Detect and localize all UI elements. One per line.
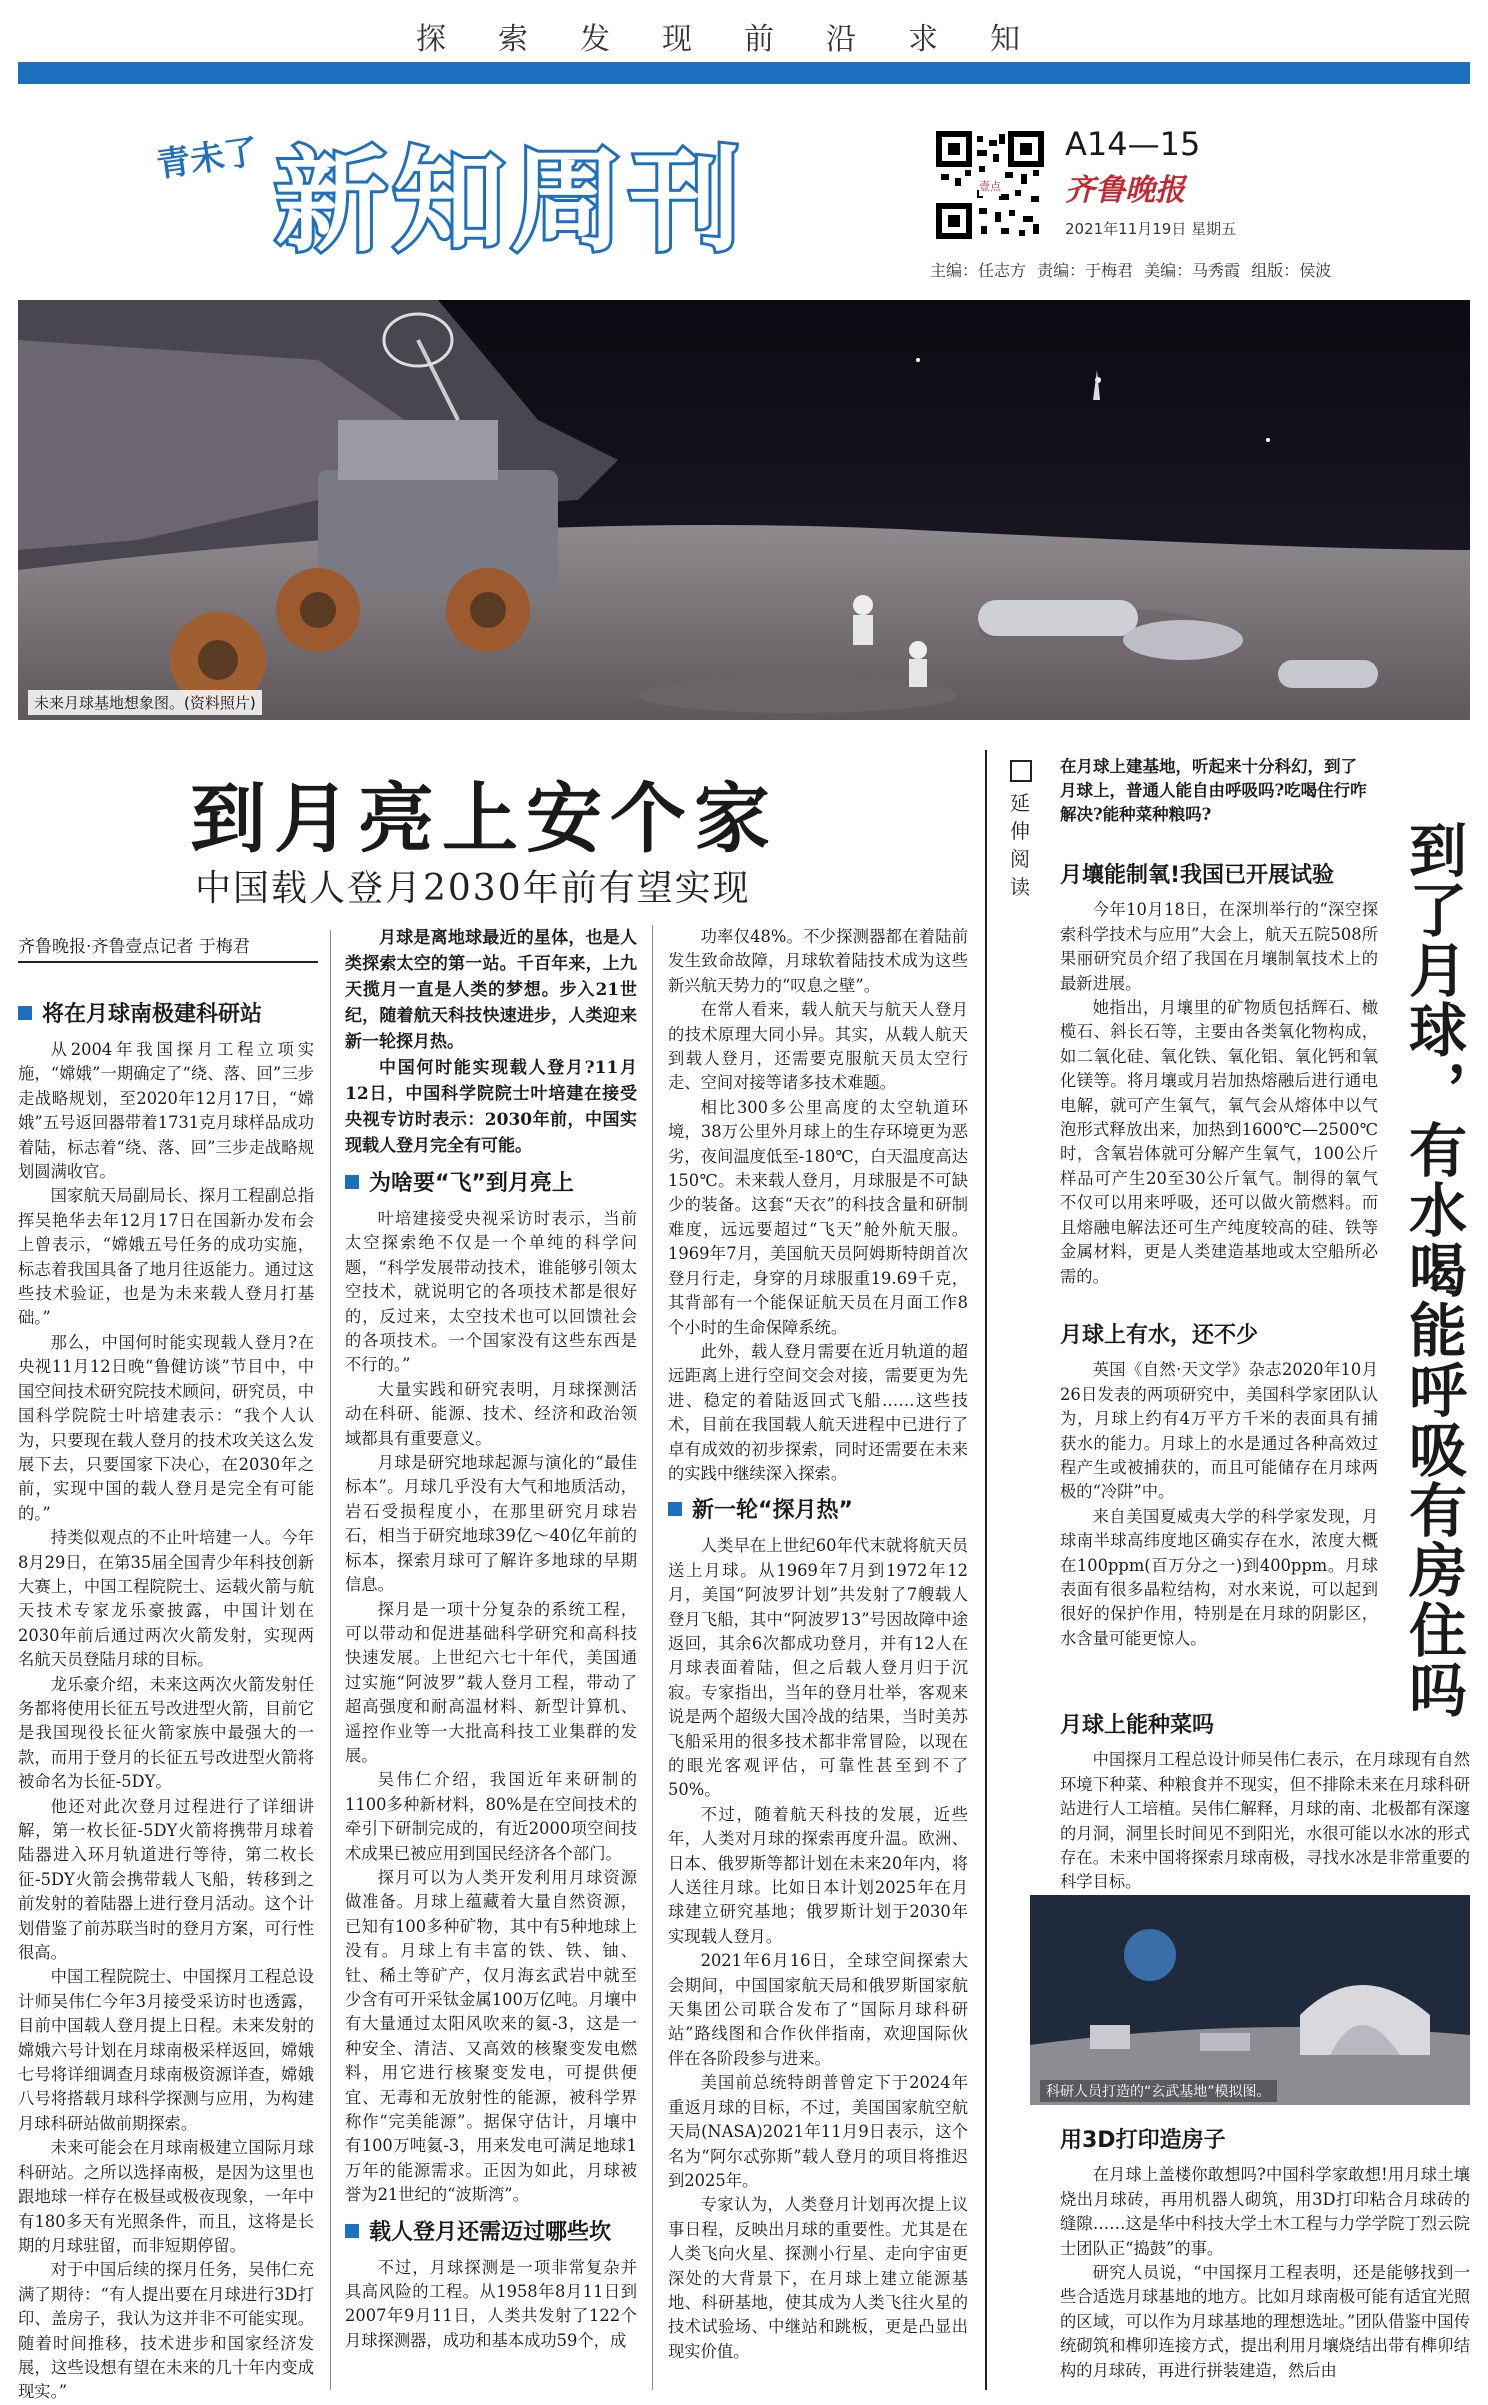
paragraph: 功率仅48%。不少探测器都在着陆前发生致命故障，月球软着陆技术成为这些新兴航天势力的“叹息之壁”。	[668, 927, 968, 995]
paragraph: 月球是研究地球起源与演化的“最佳标本”。月球几乎没有大气和地质活动，岩石受损程度小，在那里研究月球岩石，相当于研究地球39亿～40亿年前的标本，探索月球可了解许多地球的早期信息。	[345, 1453, 637, 1595]
slogan: 探索发现前沿求知	[416, 22, 1072, 57]
sidebar-vertical-title: 到了月球，有水喝能呼吸有房住吗	[1399, 820, 1467, 1720]
paragraph: 持类似观点的不止叶培建一人。今年8月29日，在第35届全国青少年科技创新大赛上，中国工程院院士、运载火箭与航天技术专家龙乐豪披露，中国计划在2030年前后通过两次火箭发射，实现两名航天员登陆月球的目标。	[18, 1528, 315, 1670]
paragraph: 相比300多公里高度的太空轨道环境，38万公里外月球上的生存环境更为恶劣，夜间温度低至-180℃，白天温度高达150℃。未来载人登月，月球服是不可缺少的装备。这套“天衣”的科技含量和研制难度，远远要超过“飞天”舱外航天服。1969年7月，美国航天员阿姆斯特朗首次登月行走，身穿的月球服重19.69千克，其背部有一个能保证航天员在月面工作8个小时的生命保障系统。	[668, 1097, 968, 1337]
paragraph: 中国探月工程总设计师吴伟仁表示，在月球现有自然环境下种菜、种粮食并不现实，但不排除未来在月球科研站进行人工培植。吴伟仁解释，月球的南、北极都有深邃的月洞，洞里长时间见不到阳光，水很可能以水冰的形式存在。未来中国将探索月球南极，寻找水冰是非常重要的科学目标。	[1060, 1750, 1470, 1892]
paragraph: 吴伟仁介绍，我国近年来研制的1100多种新材料，80%是在空间技术的牵引下研制完成的，有近2000项空间技术成果已被应用到国民经济各个部门。	[345, 1770, 637, 1863]
article-headline: 到月亮上安个家	[190, 774, 778, 863]
paragraph: 研究人员说，“中国探月工程表明，还是能够找到一些合适选月球基地的地方。比如月球南极可能有适宜光照的区域，可以作为月球基地的理想选址。”团队借鉴中国传统砌筑和榫卯连接方式，提出利用月壤烧结出带有榫卯结构的月球砖，再进行拼装建造，然后由	[1060, 2263, 1470, 2380]
paragraph: 中国工程院院士、中国探月工程总设计师吴伟仁今年3月接受采访时也透露，目前中国载人登月提上日程。未来发射的嫦娥六号计划在月球南极采样返回，嫦娥七号将详细调查月球南极资源详查，嫦娥八号将搭载月球科学探测与应用，为构建月球科研站做前期探索。	[18, 1967, 314, 2133]
paragraph: 在月球上盖楼你敢想吗?中国科学家敢想!用月球土壤烧出月球砖，再用机器人砌筑，用3D打印粘合月球砖的缝隙……这是华中科技大学土木工程与力学学院丁烈云院士团队正“捣鼓”的事。	[1060, 2165, 1470, 2258]
lead-paragraph: 中国何时能实现载人登月?11月12日，中国科学院院士叶培建在接受央视专访时表示：2030年前，中国实现载人登月完全有可能。	[345, 1058, 637, 1156]
sidebar-section-heading: 月球上有水，还不少	[1060, 1323, 1259, 1348]
section-heading: 将在月球南极建科研站	[18, 1000, 314, 1030]
sidebar-column	[1060, 2115, 1470, 2390]
masthead-top	[0, 0, 1488, 62]
brand-logo-small: 青未了	[154, 131, 261, 186]
issue-date: 2021年11月19日 星期五	[1065, 220, 1237, 238]
lead-paragraph: 月球是离地球最近的星体，也是人类探索太空的第一站。千百年来，上九天揽月一直是人类的梦想。步入21世纪，随着航天科技快速进步，人类迎来新一轮探月热。	[345, 928, 637, 1052]
page-number: A14—15	[1065, 125, 1201, 163]
section-heading: 新一轮“探月热”	[668, 1496, 968, 1526]
editor-credits: 主编：任志方 责编：于梅君 美编：马秀霞 组版：侯波	[930, 261, 1332, 280]
paragraph: 对于中国后续的探月任务，吴伟仁充满了期待：“有人提出要在月球进行3D打印、盖房子，我认为这并非不可能实现。随着时间推移，技术进步和国家经济发展，这些设想有望在未来的几十年内变成现实。”	[18, 2260, 314, 2402]
paragraph: 在常人看来，载人航天与航天人登月的技术原理大同小异。其实，从载人航天到载人登月，还需要克服航天员太空行走、空间对接等诸多技术难题。	[668, 1000, 968, 1093]
section-heading: 为啥要“飞”到月亮上	[345, 1169, 637, 1199]
sidebar-label-text: 延伸阅读	[1010, 791, 1030, 899]
paragraph: 国家航天局副局长、探月工程副总指挥吴艳华去年12月17日在国新办发布会上曾表示，“嫦娥五号任务的成功实施，标志着我国具备了地月往返能力。通过这些技术验证，也是为未来载人登月打基础。”	[18, 1186, 314, 1328]
sidebar-label-box-icon	[1010, 760, 1032, 782]
brand-title: 新知周刊	[275, 137, 747, 267]
qr-code-icon	[935, 130, 1045, 240]
paragraph: 人类早在上世纪60年代末就将航天员送上月球。从1969年7月到1972年12月，美国“阿波罗计划”共发射了7艘载人登月飞船，其中“阿波罗13”号因故障中途返回，其余6次都成功登月，并有12人在月球表面着陆，但之后载人登月归于沉寂。专家指出，当年的登月壮举，客观来说是两个超级大国冷战的结果，当时美苏飞船采用的很多技术都非常冒险，以现在的眼光客观评估，可靠性甚至到不了50%。	[668, 1536, 968, 1800]
sidebar-divider	[985, 750, 987, 2390]
article-column-1	[18, 990, 315, 2402]
paragraph: 那么，中国何时能实现载人登月?在央视11月12日晚“鲁健访谈”节目中，中国空间技术研究院技术顾问，研究员，中国科学院院士叶培建表示：“我个人认为，只要现在载人登月的技术攻关这么发展下去，只要国家下决心，在2030年之前，实现中国的载人登月是完全有可能的。”	[18, 1332, 314, 1523]
paragraph: 美国前总统特朗普曾定下于2024年重返月球的目标，不过，美国国家航空航天局(NASA)2021年11月9日表示，这个名为“阿尔忒弥斯”载人登月的项目将推迟到2025年。	[668, 2073, 968, 2190]
paragraph: 探月是一项十分复杂的系统工程，可以带动和促进基础科学研究和高科技快速发展。上世纪六七十年代，美国通过实施“阿波罗”载人登月工程，带动了超高强度和耐高温材料、新型计算机、遥控作业等一大批高科技工业集群的发展。	[345, 1599, 637, 1765]
paragraph: 不过，月球探测是一项非常复杂并具高风险的工程。从1958年8月11日到2007年9月11日，人类共发射了122个月球探测器，成功和基本成功59个，成	[345, 2257, 637, 2350]
paragraph: 龙乐豪介绍，未来这两次火箭发射任务都将使用长征五号改进型火箭，目前它是我国现役长征火箭家族中最强大的一款，而用于登月的长征五号改进型火箭将被命名为长征-5DY。	[18, 1674, 314, 1792]
sidebar-lead: 在月球上建基地，听起来十分科幻，到了月球上，普通人能自由呼吸吗?吃喝住行咋解决?能种菜种粮吗?	[1060, 757, 1367, 824]
paragraph: 大量实践和研究表明，月球探测活动在科研、能源、技术、经济和政治领域都具有重要意义。	[345, 1379, 637, 1448]
paragraph: 叶培建接受央视采访时表示，当前太空探索绝不仅是一个单纯的科学问题，“科学发展带动技术，谁能够引领太空技术，就说明它的各项技术都是很好的，反过来，太空技术也可以回馈社会的各项技术。一个国家没有这些东西是不行的。”	[345, 1209, 637, 1375]
sidebar-column	[1060, 1310, 1378, 1700]
paragraph: 来自美国夏威夷大学的科学家发现，月球南半球高纬度地区确实存在水，浓度大概在100ppm(百万分之一)到400ppm。月球表面有很多晶粒结构，对水来说，可以起到很好的保护作用，特别是在月球的阴影区，水含量可能更惊人。	[1060, 1506, 1378, 1648]
paragraph: 专家认为，人类登月计划再次提上议事日程，反映出月球的重要性。尤其是在人类飞向火星、探测小行星、走向宇宙更深处的大背景下，在月球上建立能源基地、科研基地，使其成为人类飞往火星的技术试验场、中继站和跳板，更是凸显出现实价值。	[668, 2195, 968, 2361]
paragraph: 未来可能会在月球南极建立国际月球科研站。之所以选择南极，是因为这里也跟地球一样存在极昼或极夜现象，一年中有180多天有光照条件，而且，这将是长期的月球驻留，而非短期停留。	[18, 2138, 314, 2255]
hero-caption: 未来月球基地想象图。(资料照片)	[28, 690, 262, 715]
qr-label: 壹点	[979, 180, 1001, 193]
column-rule	[330, 930, 331, 2390]
section-heading: 载人登月还需迈过哪些坎	[345, 2218, 637, 2248]
paragraph: 他还对此次登月过程进行了详细讲解，第一枚长征-5DY火箭将携带月球着陆器进入环月轨道进行等待，第二枚长征-5DY火箭会携带载人飞船，转移到之前发射的着陆器上进行登月活动。这个计划借鉴了前苏联当时的登月方案，可行性很高。	[18, 1796, 314, 1963]
masthead-rule	[18, 62, 1470, 84]
sidebar-section-heading: 月球上能种菜吗	[1060, 1713, 1215, 1738]
paragraph: 今年10月18日，在深圳举行的“深空探索科学技术与应用”大会上，航天五院508所果丽研究员介绍了我国在月壤制氧技术上的最新进展。	[1060, 900, 1378, 993]
article-column-3	[668, 925, 968, 2390]
sidebar-section-heading: 用3D打印造房子	[1060, 2128, 1226, 2153]
paragraph: 她指出，月壤里的矿物质包括辉石、橄榄石、斜长石等，主要由各类氧化物构成，如二氧化硅、氧化铁、氧化铝、氧化钙和氧化镁等。将月壤或月岩加热熔融后进行通电电解，就可产生氧气，氧气会从熔体中以气泡形式释放出来，加热到1600℃—2500℃时，含氧岩体就可分解产生氧气，100公斤样品可产生20至30公斤氧气。制得的氧气不仅可以用来呼吸，还可以做火箭燃料。而且熔融电解法还可生产纯度较高的硅、铁等金属材料，更是人类建造基地或太空船所必需的。	[1060, 998, 1378, 1286]
paragraph: 不过，随着航天科技的发展，近些年，人类对月球的探索再度升温。欧洲、日本、俄罗斯等都计划在未来20年内，将人送往月球。比如日本计划2025年在月球建立研究基地；俄罗斯计划于2030年实现载人登月。	[668, 1804, 968, 1946]
paragraph: 英国《自然·天文学》杂志2020年10月26日发表的两项研究中，美国科学家团队认为，月球上约有4万平方千米的表面具有捕获水的能力。月球上的水是通过各种高效过程产生或被捕获的，而且可能储存在月球两极的“冷阱”中。	[1060, 1360, 1378, 1502]
sidebar-column	[1060, 1700, 1470, 1895]
column-rule	[652, 925, 653, 2390]
article-subheadline: 中国载人登月2030年前有望实现	[195, 868, 751, 909]
inset-caption: 科研人员打造的“玄武基地”模拟图。	[1040, 2080, 1277, 2102]
article-column-2	[345, 925, 637, 2390]
byline: 齐鲁晚报·齐鲁壹点记者 于梅君	[18, 932, 318, 963]
sidebar-label	[1010, 760, 1040, 901]
base-render-image	[1030, 1895, 1470, 2105]
paragraph: 探月可以为人类开发利用月球资源做准备。月球上蕴藏着大量自然资源，已知有100多种矿物，其中有5种地球上没有。月球上有丰富的铁、铁、铀、钍、稀土等矿产，仅月海玄武岩中就至少含有可开采钛金属100万亿吨。月壤中有大量通过太阳风吹来的氦-3，这是一种安全、清洁、又高效的核聚变发电燃料，用它进行核聚变发电，可提供便宜、无毒和无放射性的能源，被科学界称作“完美能源”。据保守估计，月壤中有100万吨氦-3，用来发电可满足地球1万年的能源需求。正因为如此，月球被誉为21世纪的“波斯湾”。	[345, 1867, 637, 2205]
paragraph: 此外，载人登月需要在近月轨道的超远距离上进行空间交会对接，需要更为先进、稳定的着陆返回式飞船……这些技术，目前在我国载人航天进程中已进行了卓有成效的初步探索，同时还需要在未来的实践中继续深入探索。	[668, 1341, 968, 1483]
paper-name: 齐鲁晚报	[1065, 173, 1185, 208]
sidebar-section-heading: 月壤能制氧!我国已开展试验	[1060, 863, 1335, 888]
paragraph: 2021年6月16日，全球空间探索大会期间，中国国家航天局和俄罗斯国家航天集团公司联合发布了“国际月球科研站”路线图和合作伙伴指南，欢迎国际伙伴在各阶段参与进来。	[668, 1951, 968, 2068]
hero-illustration	[18, 300, 1470, 720]
paragraph: 从2004年我国探月工程立项实施，“嫦娥”一期确定了“绕、落、回”三步走战略规划，至2020年12月17日，“嫦娥”五号返回器带着1731克月球样品成功着陆，标志着“绕、落、回”三步走战略规划圆满收官。	[18, 1040, 314, 1182]
